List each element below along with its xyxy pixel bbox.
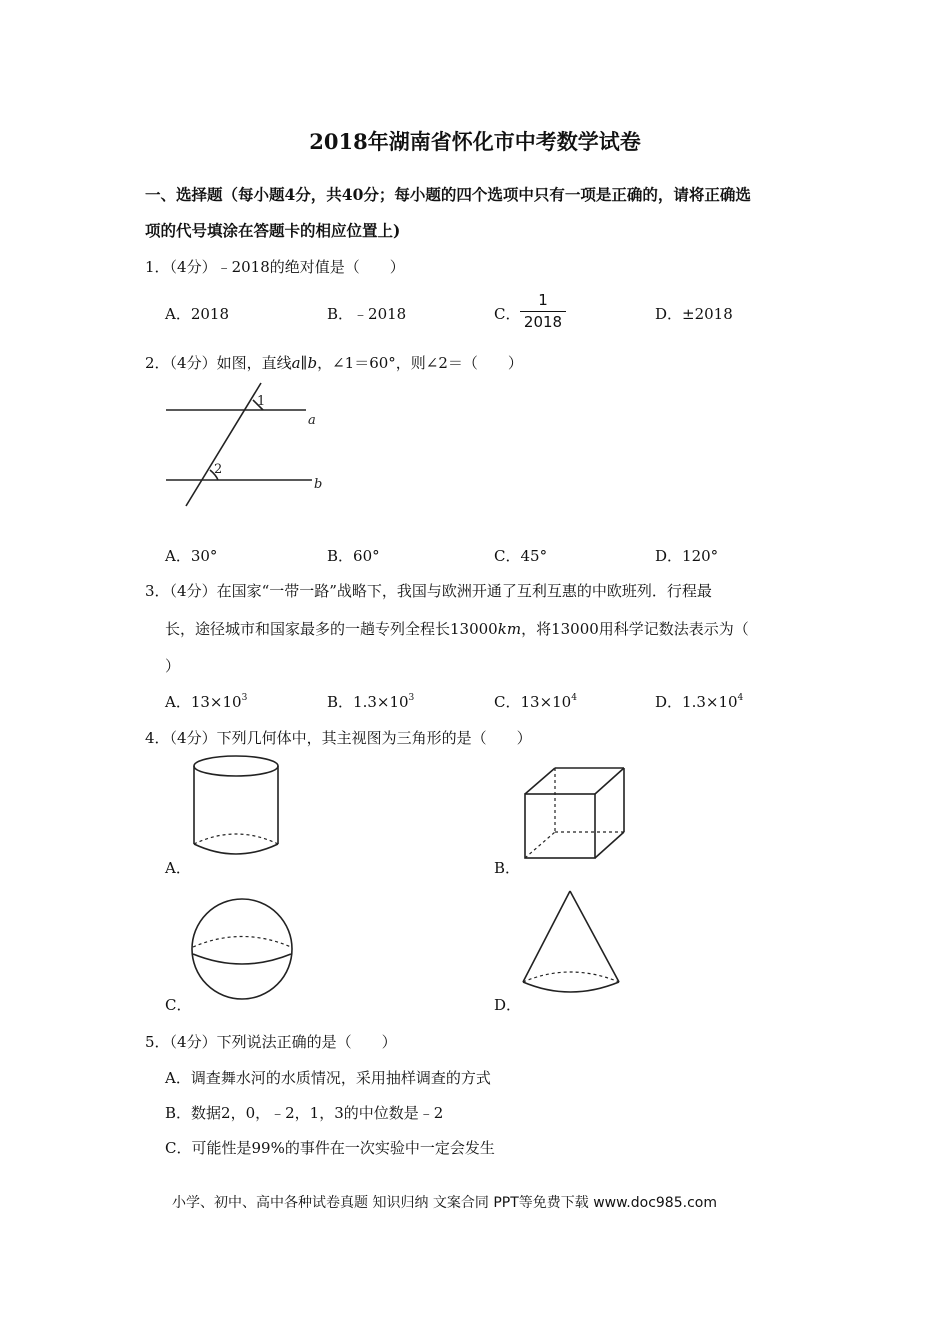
q3-option-c-exp: 4 [571, 693, 577, 703]
q1-option-d: D．±2018 [655, 305, 733, 323]
sphere-outline [192, 899, 292, 999]
page-footer: 小学、初中、高中各种试卷真题 知识归纳 文案合同 PPT等免费下载 www.doc985.com [172, 1195, 717, 1211]
q2-stem-suffix: ，∠1＝60°，则∠2＝（ ） [317, 354, 523, 372]
q1-option-b: B．﹣2018 [327, 305, 407, 323]
q3-line-2-suffix: ，将13000用科学记数法表示为（ [521, 620, 749, 638]
cube-edge-top-left [525, 768, 555, 794]
q3-option-d-exp: 4 [737, 693, 744, 703]
q3-option-a-base: A．13×10 [165, 693, 242, 711]
q3-option-b [327, 691, 414, 712]
q2-parallel-symbol: ∥ [300, 354, 308, 372]
q2-label-a: a [308, 413, 316, 428]
sphere-equator-back [193, 937, 291, 948]
q4-stem: 4．（4分）下列几何体中，其主视图为三角形的是（ ） [145, 729, 532, 747]
q4-option-a: A． [165, 859, 191, 877]
q2-transversal [186, 383, 261, 506]
q3-line-1: 3．（4分）在国家“一带一路”战略下，我国与欧洲开通了互利互惠的中欧班列．行程最 [145, 582, 712, 600]
page-title: 2018年湖南省怀化市中考数学试卷 [309, 129, 641, 154]
q3-option-a-exp: 3 [241, 693, 248, 703]
cube-edge-bottom-right [595, 832, 624, 858]
q1-option-c-letter: C． [494, 305, 521, 323]
cylinder-bottom-back [194, 834, 278, 844]
cylinder-bottom-front [194, 844, 278, 854]
q2-option-a: A．30° [165, 547, 218, 565]
cone-left-slant [523, 891, 570, 982]
cube-hidden-diagonal [525, 832, 555, 858]
q1-fraction-bar [520, 311, 566, 312]
q4-option-b: B． [494, 859, 521, 877]
q1-fraction-denominator: 2018 [523, 313, 563, 331]
q3-option-c-base: C．13×10 [494, 693, 572, 711]
cylinder-top-ellipse [194, 756, 278, 776]
q1-option-c-fraction [520, 292, 566, 331]
q2-label-b: b [314, 477, 323, 492]
q2-stem-prefix: 2．（4分）如图，直线 [145, 354, 292, 372]
q2-line-b: b [307, 354, 318, 372]
q4-sphere-figure [190, 896, 300, 1006]
q2-angle-1-label: 1 [257, 394, 266, 409]
q2-angle-2-label: 2 [214, 462, 223, 477]
q3-option-b-base: B．1.3×10 [327, 693, 409, 711]
q4-option-c: C． [165, 996, 192, 1014]
q5-option-c: C．可能性是99%的事件在一次实验中一定会发生 [165, 1139, 495, 1157]
q3-option-d-base: D．1.3×10 [655, 693, 738, 711]
section-heading-line-2: 项的代号填涂在答题卡的相应位置上) [145, 221, 401, 240]
q4-cube-figure [520, 764, 630, 864]
q3-line-2 [165, 618, 749, 639]
q2-parallel-lines-figure [160, 380, 330, 510]
q4-option-d: D． [494, 996, 522, 1014]
cone-base-back [523, 972, 619, 982]
q1-stem: 1．（4分）﹣2018的绝对值是（ ） [145, 258, 405, 276]
q3-line-3: ） [165, 657, 181, 675]
q4-cone-figure [518, 888, 628, 1008]
q1-option-a: A．2018 [165, 305, 230, 323]
q3-unit-km: km [497, 620, 522, 638]
section-heading-line-1: 一、选择题（每小题4分，共40分；每小题的四个选项中只有一项是正确的，请将正确选 [145, 185, 751, 204]
q2-stem [145, 352, 523, 373]
q4-cylinder-figure [186, 752, 292, 862]
q3-line-2-prefix: 长，途径城市和国家最多的一趟专列全程长13000 [165, 620, 498, 638]
q3-option-a [165, 691, 247, 712]
q5-option-b: B．数据2，0，﹣2，1，3的中位数是﹣2 [165, 1104, 444, 1122]
cone-right-slant [570, 891, 619, 982]
q2-line-a: a [291, 354, 301, 372]
q2-option-d: D．120° [655, 547, 719, 565]
sphere-equator-front [193, 954, 291, 964]
q3-option-d [655, 691, 743, 712]
q3-option-c [494, 691, 577, 712]
cube-edge-top-right [595, 768, 624, 794]
q2-option-b: B．60° [327, 547, 380, 565]
q5-option-a: A．调查舞水河的水质情况，采用抽样调查的方式 [165, 1069, 491, 1087]
q5-stem: 5．（4分）下列说法正确的是（ ） [145, 1033, 397, 1051]
q3-option-b-exp: 3 [408, 693, 415, 703]
q2-option-c: C．45° [494, 547, 548, 565]
cone-base-front [523, 982, 619, 992]
q1-fraction-numerator: 1 [538, 291, 548, 309]
